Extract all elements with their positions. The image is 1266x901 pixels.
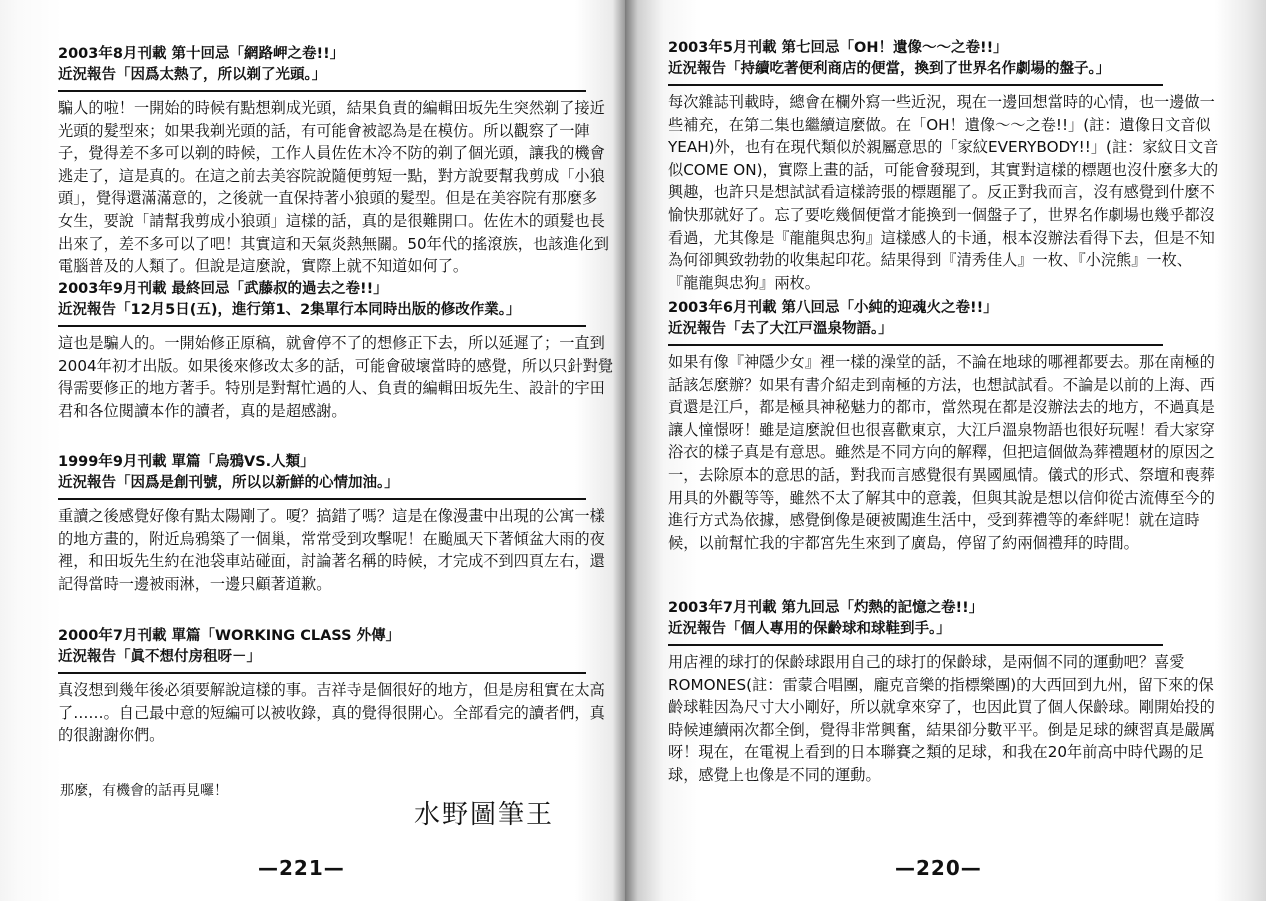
section-body [58,97,609,278]
body-line: 用店裡的球打的保齡球跟用自己的球打的保齡球，是兩個不同的運動吧？喜愛 [668,653,1185,671]
body-line: 進行方式為依據，感覺倒像是硬被闖進生活中，受到葬禮等的牽絆呢！就在這時 [668,511,1200,530]
status-report-title: 近況報告「因爲是創刊號，所以以新鮮的心情加油。」 [58,475,399,491]
report-section [58,279,614,422]
body-line: 為何卻興致勃勃的收集起印花。結果得到『清秀佳人』一枚、『小浣熊』一枚、 [668,251,1192,270]
body-line: 頭」，覺得還滿滿意的，之後就一直保持著小狼頭的髮型。但是在美容院有那麼多 [58,189,598,208]
body-line: 用具的外觀等等，雖然不太了解其中的意義，但與其說是想以信仰從古流傳至今的 [668,488,1215,507]
page-number: —221— [258,856,345,880]
section-header [58,626,586,668]
body-line: 時候連續兩次都全倒，覺得非常興奮，結果卻分數平平。倒是足球的練習真是嚴厲 [668,720,1215,739]
body-line: 興趣，也許只是想試試看這樣誇張的標題罷了。反正對我而言，沒有感覺到什麼不 [668,183,1215,202]
body-line: 愉快那就好了。忘了要吃幾個便當才能換到一個盤子了，世界名作劇場也幾乎都沒 [668,205,1215,224]
body-line: 每次雜誌刊載時，總會在欄外寫一些近況，現在一邊回想當時的心情，也一邊做一 [668,93,1215,111]
body-line: 話該怎麼辦？如果有書介紹走到南極的方法，也想試試看。不論是以前的上海、西 [668,375,1215,394]
body-line: 齡球鞋因為尺寸大小剛好，所以就拿來穿了，也因此買了個人保齡球。剛開始投的 [668,698,1215,717]
publication-title: 2003年8月刊載 第十回忌「網路岬之卷!!」 [58,46,345,62]
body-line: 出來了，差不多可以了吧！其實這和天氣炎熱無關。50年代的搖滾族，也該進化到 [58,234,609,253]
report-section [668,598,1215,787]
body-line: 『龍龍與忠狗』兩枚。 [668,273,820,292]
author-signature: 水野圖筆王 [414,800,555,830]
section-divider [668,344,1163,346]
body-line: YEAH)外，也有在現代類似於親屬意思的「家紋EVERYBODY!!」(註：家紋日文音 [668,138,1219,157]
section-divider [668,644,1163,646]
report-section [58,626,605,747]
publication-title: 2003年6月刊載 第八回忌「小純的迎魂火之卷!!」 [668,300,998,316]
section-body [668,91,1219,294]
publication-title: 2003年9月刊載 最終回忌「武藤叔的過去之卷!!」 [58,281,388,297]
body-line: ROMONES(註：雷蒙合唱團，龐克音樂的指標樂團)的大西回到九州，留下來的保 [668,675,1214,694]
page-number: —220— [895,856,982,880]
body-line: 一，去除原本的意思的話，對我而言感覺很有異國風情。儀式的形式、祭壇和喪葬 [668,465,1215,484]
body-line: 騙人的啦！一開始的時候有點想剃成光頭，結果負責的編輯田坂先生突然剃了接近 [58,99,605,117]
section-body [668,351,1215,554]
body-line: 重讀之後感覺好像有點太陽剛了。嗄？搞錯了嗎？這是在像漫畫中出現的公寓一樣 [58,507,605,525]
status-report-title: 近況報告「眞不想付房租呀－」 [58,649,261,665]
section-header [668,298,1163,340]
section-divider [668,84,1163,86]
section-header [668,598,1163,640]
status-report-title: 近況報告「去了大江戸溫泉物語。」 [668,321,893,337]
section-divider [58,90,586,92]
body-line: 2004年初才出版。如果後來修改太多的話，可能會破壞當時的感覺，所以只針對覺 [58,356,614,375]
status-report-title: 近況報告「12月5日(五)，進行第1、2集單行本同時出版的修改作業。」 [58,302,521,318]
body-line: 的地方畫的，附近烏鴉築了一個巢，常常受到攻擊呢！在颱風天下著傾盆大雨的夜 [58,529,605,548]
status-report-title: 近況報告「持續吃著便利商店的便當，換到了世界名作劇場的盤子。」 [668,61,1111,77]
body-line: 女生，要說「請幫我剪成小狼頭」這樣的話，真的是很難開口。佐佐木的頭髮也長 [58,211,605,230]
body-line: 了……。自己最中意的短編可以被收錄，真的覺得很開心。全部看完的讀者們，真 [58,703,605,722]
body-line: 如果有像『神隱少女』裡一樣的澡堂的話，不論在地球的哪裡都要去。那在南極的 [668,353,1215,371]
report-section [58,44,609,278]
body-line: 浴衣的樣子真是有意思。雖然是不同方向的解釋，但把這個做為葬禮題材的原因之 [668,443,1215,462]
body-line: 電腦普及的人類了。但說是這麼說，實際上就不知道如何了。 [58,257,469,276]
body-line: 光頭的髮型來；如果我剃光頭的話，有可能會被認為是在模仿。所以觀察了一陣 [58,121,590,140]
section-body [668,651,1215,787]
section-divider [58,672,586,674]
report-section [58,452,605,595]
body-line: 些補充，在第二集也繼續這麼做。在「OH！遺像～～之卷!!」(註：遺像日文音似 [668,115,1211,134]
body-line: 讓人憧憬呀！雖是這麼說但也很喜歡東京，大江戶溫泉物語也很好玩喔！看大家穿 [668,420,1215,439]
report-section [668,38,1219,294]
section-divider [58,498,586,500]
body-line: 記得當時一邊被雨淋，一邊只顧著道歉。 [58,574,332,593]
body-line: 球，感覺上也像是不同的運動。 [668,765,881,784]
closing-remark: 那麼，有機會的話再見囉！ [60,783,228,799]
publication-title: 2003年5月刊載 第七回忌「OH！遺像～～之卷!!」 [668,40,1008,56]
section-header [58,452,586,494]
body-line: 這也是騙人的。一開始修正原稿，就會停不了的想修正下去，所以延遲了；一直到 [58,334,605,352]
body-line: 裡，和田坂先生約在池袋車站碰面，討論著名稱的時候，才完成不到四頁左右，還 [58,552,605,571]
right-page [625,0,1266,901]
status-report-title: 近況報告「個人專用的保齡球和球鞋到手。」 [668,621,951,637]
body-line: 貢還是江戶，都是極具神秘魅力的都市，當然現在都是沒辦法去的地方，不過真是 [668,398,1215,417]
body-line: 逃走了，這是真的。在這之前去美容院說隨便剪短一點，對方說要幫我剪成「小狼 [58,166,605,185]
body-line: 真沒想到幾年後必須要解說這樣的事。吉祥寺是個很好的地方，但是房租實在太高 [58,681,605,699]
body-line: 候，以前幫忙我的宇都宮先生來到了廣島，停留了約兩個禮拜的時間。 [668,533,1139,552]
report-section [668,298,1215,554]
section-divider [58,325,586,327]
section-header [668,38,1163,80]
status-report-title: 近況報告「因爲太熱了，所以剃了光頭。」 [58,67,327,83]
section-body [58,505,605,595]
publication-title: 2003年7月刊載 第九回忌「灼熱的記憶之卷!!」 [668,600,984,616]
section-header [58,279,586,321]
section-body [58,332,614,422]
body-line: 的很謝謝你們。 [58,726,165,745]
section-body [58,679,605,747]
body-line: 看過，尤其像是『龍龍與忠狗』這樣感人的卡通，根本沒辦法看得下去，但是不知 [668,228,1215,247]
publication-title: 1999年9月刊載 單篇「烏鴉VS.人類」 [58,454,315,470]
body-line: 君和各位閱讀本作的讀者，真的是超感謝。 [58,401,347,420]
body-line: 似COME ON)，實際上畫的話，可能會發現到，其實對這樣的標題也沒什麼多大的 [668,160,1219,179]
section-header [58,44,586,86]
publication-title: 2000年7月刊載 單篇「WORKING CLASS 外傳」 [58,628,401,644]
body-line: 呀！現在，在電視上看到的日本聯賽之類的足球，和我在20年前高中時代踢的足 [668,743,1204,762]
body-line: 得需要修正的地方著手。特別是對幫忙過的人、負責的編輯田坂先生、設計的宇田 [58,379,605,398]
left-page [0,0,625,901]
body-line: 子，覺得差不多可以剃的時候，工作人員佐佐木冷不防的剃了個光頭，讓我的機會 [58,144,605,163]
